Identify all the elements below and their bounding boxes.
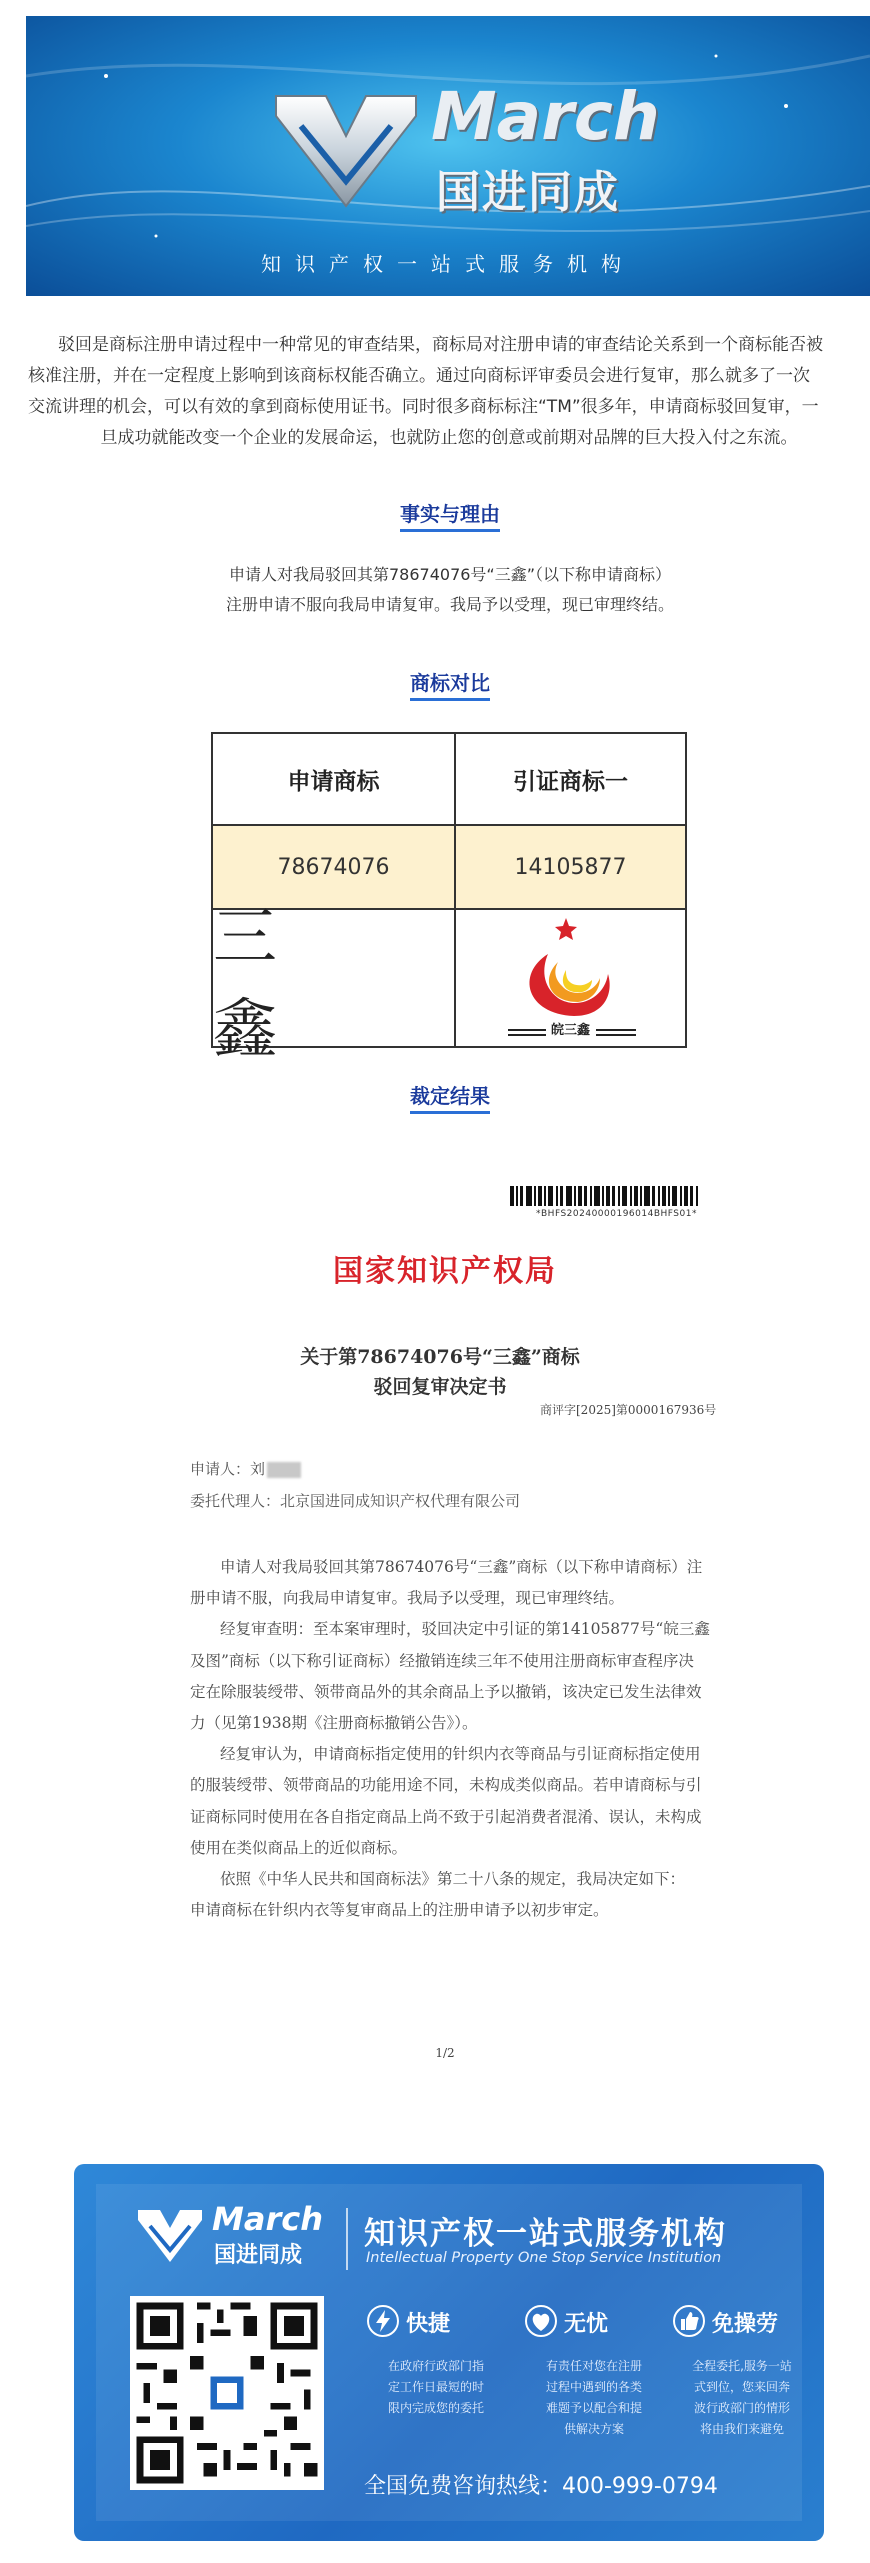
ad-title: 知识产权一站式服务机构 — [364, 2216, 727, 2252]
applied-mark — [213, 901, 456, 1067]
heart-shield-icon — [524, 2304, 558, 2338]
table-header-row — [213, 734, 685, 826]
applicant-label: 申请人：刘 — [190, 1460, 266, 1478]
comparison-table — [211, 732, 687, 1067]
header-cited: 引证商标一 — [513, 768, 628, 795]
body-line: 及图”商标（以下称引证商标）经撤销连续三年不使用注册商标审查程序决 — [190, 1651, 694, 1670]
feature-title: 免操劳 — [712, 2312, 779, 2337]
intro-line: 交流讲理的机会，可以有效的拿到商标使用证书。同时很多商标标注“TM”很多年，申请商标驳回复审，一 — [28, 397, 819, 417]
ad-logo-text: March — [212, 2200, 323, 2238]
feature-title: 无忧 — [564, 2312, 609, 2337]
document-number: 商评字[2025]第0000167936号 — [540, 1403, 717, 1417]
cited-mark — [456, 910, 685, 1046]
facts-line: 注册申请不服向我局申请复审。我局予以受理，现已审理终结。 — [225, 595, 674, 614]
applicant — [190, 1458, 301, 1479]
divider — [346, 2208, 348, 2270]
footer-ad — [74, 2164, 824, 2541]
facts-heading: 事实与理由 — [0, 498, 870, 527]
facts-text — [0, 560, 870, 620]
barcode-number: *BHFS20240000196014BHFS01* — [536, 1209, 697, 1219]
qr-code — [130, 2296, 324, 2490]
decision-body — [190, 1552, 720, 1926]
cited-number: 14105877 — [514, 854, 627, 880]
intro-paragraph — [28, 330, 870, 454]
facts-line: 申请人对我局驳回其第78674076号“三鑫”（以下称申请商标） — [228, 565, 672, 584]
feature-desc: 全程委托,服务一站 式到位，您来回奔 波行政部门的情形 将由我们来避免 — [692, 2359, 792, 2436]
thumbs-up-icon — [672, 2304, 706, 2338]
verdict-heading: 裁定结果 — [0, 1080, 870, 1109]
body-line: 依照《中华人民共和国商标法》第二十八条的规定，我局决定如下： — [220, 1870, 686, 1889]
hotline: 全国免费咨询热线：400-999-0794 — [364, 2474, 718, 2499]
redacted-name — [267, 1462, 301, 1478]
body-line: 证商标同时使用在各自指定商品上尚不致于引起消费者混淆、误认，未构成 — [190, 1807, 702, 1826]
applied-number: 78674076 — [213, 826, 456, 908]
ad-logo-cn: 国进同成 — [214, 2243, 303, 2268]
feature-title: 快捷 — [406, 2312, 451, 2337]
lightning-icon — [366, 2304, 400, 2338]
body-line: 力（见第1938期《注册商标撤销公告》）。 — [190, 1714, 478, 1733]
intro-line: 旦成功就能改变一个企业的发展命运，也就防止您的创意或前期对品牌的巨大投入付之东流。 — [100, 428, 798, 448]
body-line: 申请人对我局驳回其第78674076号“三鑫”商标（以下称申请商标）注 — [220, 1558, 703, 1576]
ad-subtitle: Intellectual Property One Stop Service Institution — [366, 2250, 722, 2266]
body-line: 册申请不服，向我局申请复审。我局予以受理，现已审理终结。 — [190, 1589, 625, 1608]
body-line: 的服装绶带、领带商品的功能用途不同，未构成类似商品。若申请商标与引 — [190, 1776, 702, 1795]
cited-mark-text: 皖三鑫 — [550, 1023, 590, 1038]
body-line: 定在除服装绶带、领带商品外的其余商品上予以撤销，该决定已发生法律效 — [190, 1682, 702, 1701]
banner-tagline: 知识产权一站式服务机构 — [261, 252, 635, 276]
feature-desc: 在政府行政部门指 定工作日最短的时 限内完成您的委托 — [387, 2359, 484, 2415]
intro-line: 核准注册，并在一定程度上影响到该商标权能否确立。通过向商标评审委员会进行复审，那么就多了一次 — [28, 366, 810, 386]
applied-mark-text: 三 鑫 — [213, 901, 405, 1067]
body-line: 使用在类似商品上的近似商标。 — [190, 1838, 408, 1857]
body-line: 经复审认为，申请商标指定使用的针织内衣等商品与引证商标指定使用 — [220, 1745, 701, 1764]
organization-title: 国家知识产权局 — [333, 1254, 557, 1289]
banner-logo-text: March — [431, 78, 660, 155]
agent: 委托代理人：北京国进同成知识产权代理有限公司 — [190, 1492, 521, 1510]
header-applied: 申请商标 — [213, 734, 456, 824]
document-title-line2: 驳回复审决定书 — [373, 1376, 507, 1398]
document-title-line1: 关于第78674076号“三鑫”商标 — [300, 1346, 580, 1368]
banner-logo-cn: 国进同成 — [436, 167, 620, 218]
table-mark-row — [213, 901, 685, 1067]
comparison-heading: 商标对比 — [0, 667, 870, 696]
intro-line: 驳回是商标注册申请过程中一种常见的审查结果，商标局对注册申请的审查结论关系到一个商标能否被 — [58, 335, 823, 355]
feature-desc: 有责任对您在注册 过程中遇到的各类 难题予以配合和提 供解决方案 — [545, 2359, 642, 2436]
body-line: 经复审查明：至本案审理时，驳回决定中引证的第14105877号“皖三鑫 — [220, 1620, 710, 1639]
header-banner — [26, 16, 870, 296]
body-line: 申请商标在针织内衣等复审商品上的注册申请予以初步审定。 — [190, 1901, 609, 1920]
page-number: 1/2 — [435, 2046, 455, 2060]
